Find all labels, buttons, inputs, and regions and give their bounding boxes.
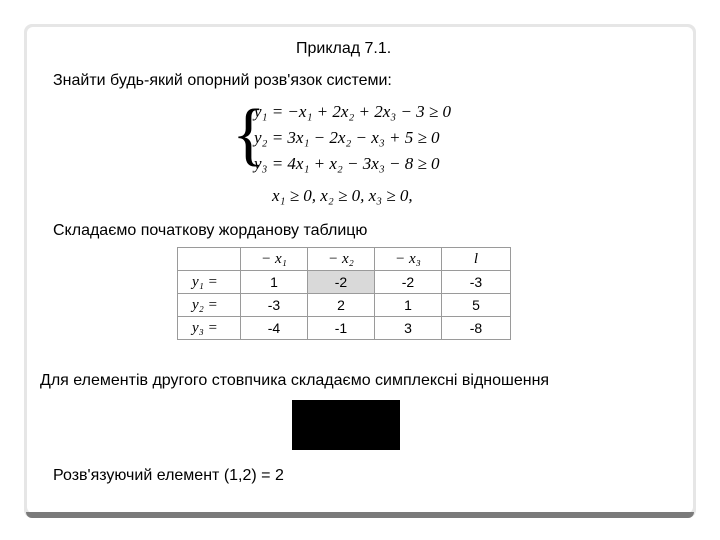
pivot-cell: -2 <box>308 271 375 294</box>
table-cell: -2 <box>375 271 442 294</box>
page-title: Приклад 7.1. <box>296 40 392 57</box>
nonnegativity-constraints: x₁ ≥ 0, x₂ ≥ 0, x₃ ≥ 0, <box>272 186 413 205</box>
header-cell-x3: − x₃ <box>375 248 442 271</box>
table-cell: 5 <box>442 294 511 317</box>
header-cell-empty <box>178 248 241 271</box>
table-cell: 2 <box>308 294 375 317</box>
table-cell: 3 <box>375 317 442 340</box>
jordan-table <box>177 247 511 340</box>
table-cell: -1 <box>308 317 375 340</box>
slide-bottom-bar <box>26 512 694 518</box>
table-cell: -4 <box>241 317 308 340</box>
table-row <box>178 271 511 294</box>
resolving-element-text: Розв'язуючий елемент (1,2) = 2 <box>53 467 284 484</box>
equation-2: y₂ = 3x₁ − 2x₂ − x₃ + 5 ≥ 0 <box>254 128 440 147</box>
ratio-text: Для елементів другого стовпчика складаємо симплексні відношення <box>40 372 550 389</box>
table-row <box>178 317 511 340</box>
row-label: y₃ = <box>178 317 241 340</box>
row-label: y₂ = <box>178 294 241 317</box>
equation-3: y₃ = 4x₁ + x₂ − 3x₃ − 8 ≥ 0 <box>254 154 440 173</box>
table-header-row <box>178 248 511 271</box>
table-cell: -3 <box>442 271 511 294</box>
header-cell-x2: − x₂ <box>308 248 375 271</box>
redacted-formula-image <box>292 400 400 450</box>
table-cell: 1 <box>375 294 442 317</box>
table-cell: 1 <box>241 271 308 294</box>
table-row <box>178 294 511 317</box>
table-intro-text: Складаємо початкову жорданову таблицю <box>53 222 368 239</box>
table-cell: -8 <box>442 317 511 340</box>
system-brace: { <box>232 96 266 173</box>
row-label: y₁ = <box>178 271 241 294</box>
equation-1: y₁ = −x₁ + 2x₂ + 2x₃ − 3 ≥ 0 <box>254 102 452 121</box>
header-cell-free: l <box>442 248 511 271</box>
header-cell-x1: − x₁ <box>241 248 308 271</box>
table-cell: -3 <box>241 294 308 317</box>
task-text: Знайти будь-який опорний розв'язок системи: <box>53 72 392 89</box>
